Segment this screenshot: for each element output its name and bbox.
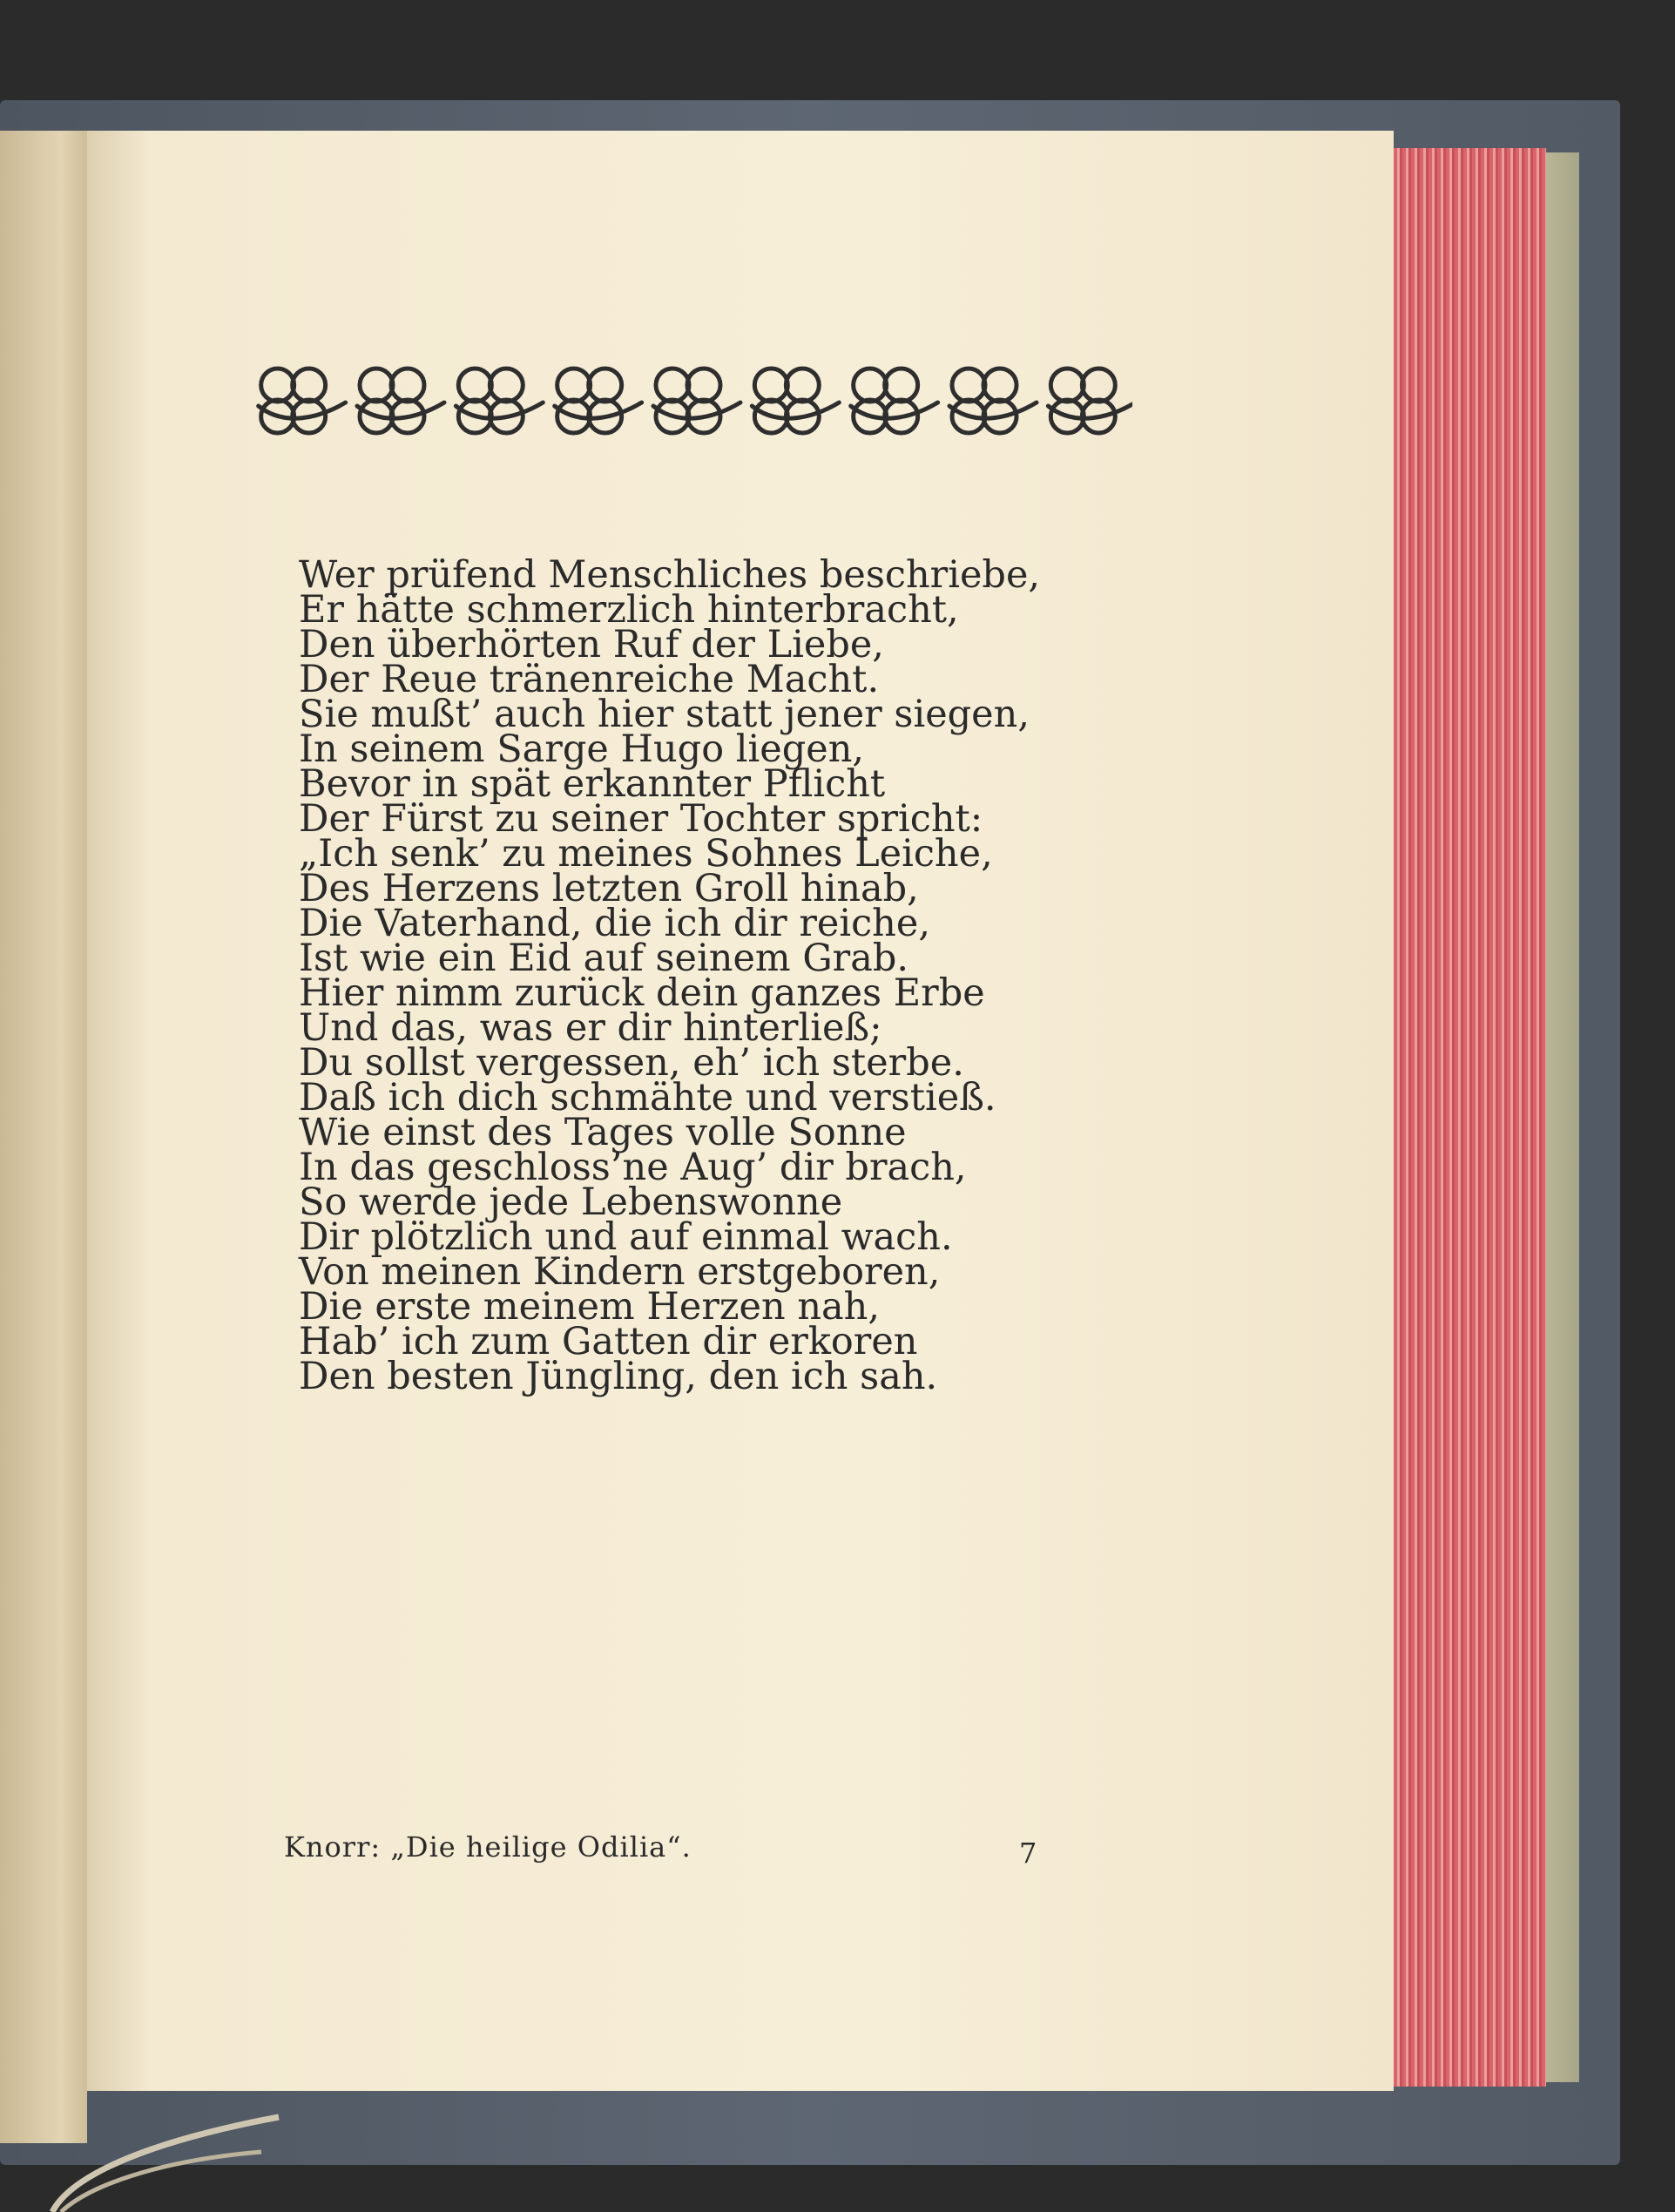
clover-stem (752, 402, 839, 418)
poem-line: So werde jede Lebenswonne (299, 1180, 843, 1224)
clover-stem (949, 402, 1037, 418)
poem-line: Dir plötzlich und auf einmal wach. (299, 1215, 953, 1259)
poem-line: Wer prüfend Menschliches beschriebe, (299, 553, 1041, 597)
poem-line: In das geschloss’ne Aug’ dir brach, (299, 1146, 967, 1189)
left-page-edge (0, 131, 87, 2143)
clover-leaf (458, 369, 491, 402)
clover-leaf (786, 369, 819, 402)
poem-line: Der Reue tränenreiche Macht. (299, 658, 880, 701)
clover-ornament-icon (244, 340, 1132, 462)
cover-edge (1546, 152, 1579, 2082)
clover-leaf (656, 369, 689, 402)
poem-line: Daß ich dich schmähte und verstieß. (299, 1076, 996, 1120)
clover-leaf (490, 369, 523, 402)
clover-stem (555, 402, 642, 418)
clover-leaf (754, 369, 787, 402)
clover-leaf (360, 369, 393, 402)
page-number: 7 (1019, 1837, 1037, 1870)
poem-line: „Ich senk’ zu meines Sohnes Leiche, (299, 832, 993, 876)
clover-leaf (1050, 369, 1084, 402)
poem-text (299, 553, 1170, 1398)
clover-stem (1048, 402, 1132, 418)
clover-leaf (557, 369, 591, 402)
clover-leaf (1082, 369, 1115, 402)
clover-leaf (854, 369, 887, 402)
poem-line: Die Vaterhand, die ich dir reiche, (299, 902, 930, 945)
poem-line: Die erste meinem Herzen nah, (299, 1285, 881, 1329)
poem-line: Des Herzens letzten Groll hinab, (299, 867, 919, 910)
poem-line: Hab’ ich zum Gatten dir erkoren (299, 1320, 918, 1363)
clover-leaf (687, 369, 720, 402)
footer-signature: Knorr: „Die heilige Odilia“. (284, 1830, 692, 1864)
poem-line: Von meinen Kindern erstgeboren, (299, 1250, 941, 1294)
clover-leaf (952, 369, 985, 402)
clover-stem (456, 402, 543, 418)
clover-leaf (261, 369, 294, 402)
poem-line: Den besten Jüngling, den ich sah. (299, 1355, 938, 1398)
poem-line: Der Fürst zu seiner Tochter spricht: (299, 797, 983, 841)
clover-stem (259, 402, 346, 418)
page-edges-red (1394, 148, 1546, 2087)
clover-stem (653, 402, 740, 418)
clover-leaf (885, 369, 918, 402)
poem-line: Wie einst des Tages volle Sonne (299, 1111, 907, 1154)
clover-leaf (589, 369, 622, 402)
poem-line: Sie mußt’ auch hier statt jener siegen, (299, 693, 1030, 736)
poem-line: Ist wie ein Eid auf seinem Grab. (299, 937, 909, 980)
clover-leaf (983, 369, 1016, 402)
poem-line: Den überhörten Ruf der Liebe, (299, 623, 884, 666)
poem-line: In seinem Sarge Hugo liegen, (299, 727, 865, 771)
bookmark-ribbon-icon (35, 2091, 296, 2212)
poem-line: Er hätte schmerzlich hinterbracht, (299, 588, 959, 632)
clover-stem (357, 402, 444, 418)
poem-line: Und das, was er dir hinterließ; (299, 1006, 882, 1050)
poem-line: Hier nimm zurück dein ganzes Erbe (299, 971, 985, 1015)
clover-stem (851, 402, 938, 418)
poem-line: Du sollst vergessen, eh’ ich sterbe. (299, 1041, 964, 1085)
clover-leaf (293, 369, 326, 402)
clover-leaf (391, 369, 424, 402)
poem-line: Bevor in spät erkannter Pflicht (299, 762, 886, 806)
